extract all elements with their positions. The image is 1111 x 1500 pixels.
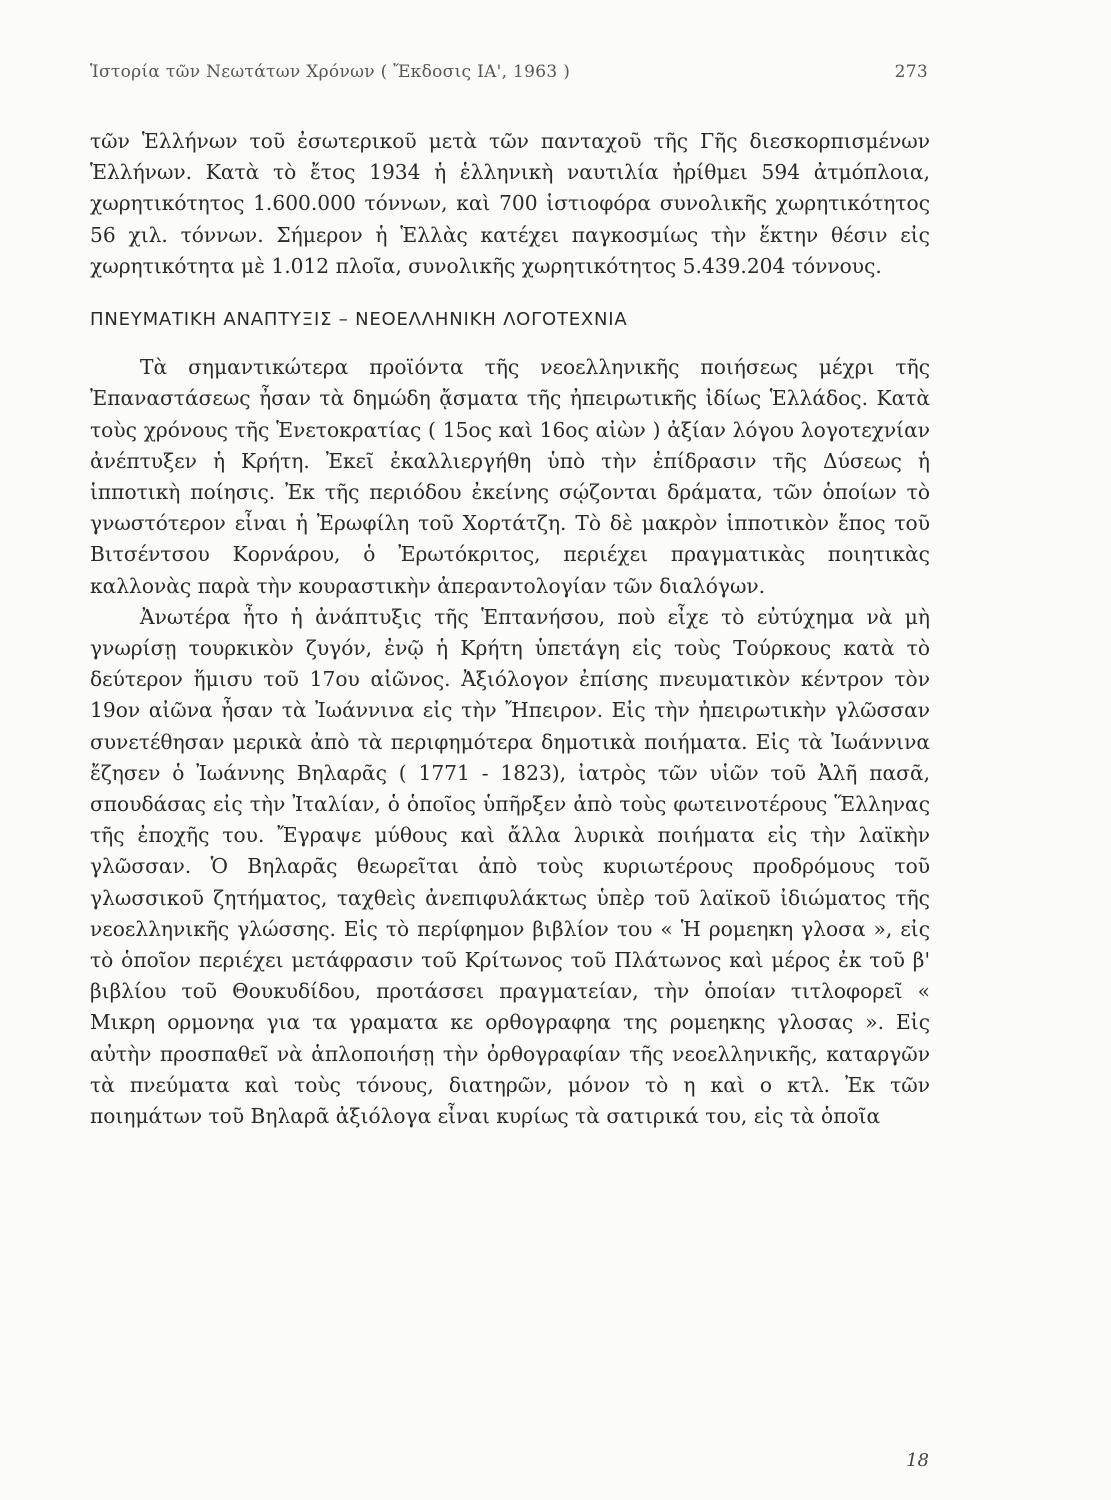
- section-heading: ΠΝΕΥΜΑΤΙΚΗ ΑΝΑΠΤΥΞΙΣ – ΝΕΟΕΛΛΗΝΙΚΗ ΛΟΓΟΤΕΧΝΙΑ: [90, 309, 628, 331]
- page-header: [90, 62, 928, 82]
- paragraph-literature: Τὰ σημαντικώτερα προϊόντα τῆς νεοελληνικῆς ποιήσεως μέχρι τῆς Ἐπαναστάσεως ἦσαν τὰ δημώδη ᾄσματα τῆς ἠπειρωτικῆς ἰδίως Ἑλλάδος. Κατὰ τοὺς χρόνους τῆς Ἑνετοκρατίας ( 15ος καὶ 16ος αἰὼν ) ἀξίαν λόγου λογοτεχνίαν ἀνέπτυξεν ἡ Κρήτη. Ἐκεῖ ἐκαλλιεργήθη ὑπὸ τὴν ἐπίδρασιν τῆς Δύσεως ἡ ἱπποτικὴ ποίησις. Ἐκ τῆς περιόδου ἐκείνης σῴζονται δράματα, τῶν ὁποίων τὸ γνωστότερον εἶναι ἡ Ἐρωφίλη τοῦ Χορτάτζη. Τὸ δὲ μακρὸν ἱπποτικὸν ἔπος τοῦ Βιτσέντσου Κορνάρου, ὁ Ἐρωτόκριτος, περιέχει πραγματικὰς ποιητικὰς καλλονὰς παρὰ τὴν κουραστικὴν ἀπεραντολογίαν τῶν διαλόγων.: [90, 355, 930, 598]
- paragraph-shipping: τῶν Ἑλλήνων τοῦ ἐσωτερικοῦ μετὰ τῶν πανταχοῦ τῆς Γῆς διεσκορπισμένων Ἑλλήνων. Κατὰ τὸ ἔτος 1934 ἡ ἑλληνικὴ ναυτιλία ἠρίθμει 594 ἀτμόπλοια, χωρητικότητος 1.600.000 τόννων, καὶ 700 ἱστιοφόρα συνολικῆς χωρητικότητος 56 χιλ. τόννων. Σήμερον ἡ Ἑλλὰς κατέχει παγκοσμίως τὴν ἕκτην θέσιν εἰς χωρητικότητα μὲ 1.012 πλοῖα, συνολικῆς χωρητικότητος 5.439.204 τόννους.: [90, 129, 930, 278]
- body-text: [90, 126, 930, 1132]
- page-number: 273: [894, 62, 928, 82]
- paragraph-heptanese: Ἀνωτέρα ἦτο ἡ ἀνάπτυξις τῆς Ἑπτανήσου, ποὺ εἶχε τὸ εὐτύχημα νὰ μὴ γνωρίσῃ τουρκικὸν ζυγόν, ἐνῷ ἡ Κρήτη ὑπετάγη εἰς τοὺς Τούρκους κατὰ τὸ δεύτερον ἥμισυ τοῦ 17ου αἰῶνος. Ἀξιόλογον ἐπίσης πνευματικὸν κέντρον τὸν 19ον αἰῶνα ἦσαν τὰ Ἰωάννινα εἰς τὴν Ἤπειρον. Εἰς τὴν ἠπειρωτικὴν γλῶσσαν συνετέθησαν μερικὰ ἀπὸ τὰ περιφημότερα δημοτικὰ ποιήματα. Εἰς τὰ Ἰωάννινα ἔζησεν ὁ Ἰωάννης Βηλαρᾶς ( 1771 - 1823), ἰατρὸς τῶν υἱῶν τοῦ Ἀλῆ πασᾶ, σπουδάσας εἰς τὴν Ἰταλίαν, ὁ ὁποῖος ὑπῆρξεν ἀπὸ τοὺς φωτεινοτέρους Ἕλληνας τῆς ἐποχῆς του. Ἔγραψε μύθους καὶ ἄλλα λυρικὰ ποιήματα εἰς τὴν λαϊκὴν γλῶσσαν. Ὁ Βηλαρᾶς θεωρεῖται ἀπὸ τοὺς κυριωτέρους προδρόμους τοῦ γλωσσικοῦ ζητήματος, ταχθεὶς ἀνεπιφυλάκτως ὑπὲρ τοῦ λαϊκοῦ ἰδιώματος τῆς νεοελληνικῆς γλώσσης. Εἰς τὸ περίφημον βιβλίον του « Ἡ ρομεηκη γλοσα », εἰς τὸ ὁποῖον περιέχει μετάφρασιν τοῦ Κρίτωνος τοῦ Πλάτωνος καὶ μέρος ἐκ τοῦ β' βιβλίου τοῦ Θουκυδίδου, προτάσσει πραγματείαν, τὴν ὁποίαν τιτλοφορεῖ « Μικρη ορμονηα για τα γραματα κε ορθογραφηα της ρομεηκης γλοσας ». Εἰς αὐτὴν προσπαθεῖ νὰ ἁπλοποιήσῃ τὴν ὀρθογραφίαν τῆς νεοελληνικῆς, καταργῶν τὰ πνεύματα καὶ τοὺς τόνους, διατηρῶν, μόνον τὸ η καὶ ο κτλ. Ἐκ τῶν ποιημάτων τοῦ Βηλαρᾶ ἀξιόλογα εἶναι κυρίως τὰ σατιρικά του, εἰς τὰ ὁποῖα: [90, 604, 930, 1129]
- signature-mark: 18: [906, 1450, 929, 1471]
- running-title: Ἱστορία τῶν Νεωτάτων Χρόνων ( Ἔκδοσις ΙΑ', 1963 ): [90, 62, 571, 82]
